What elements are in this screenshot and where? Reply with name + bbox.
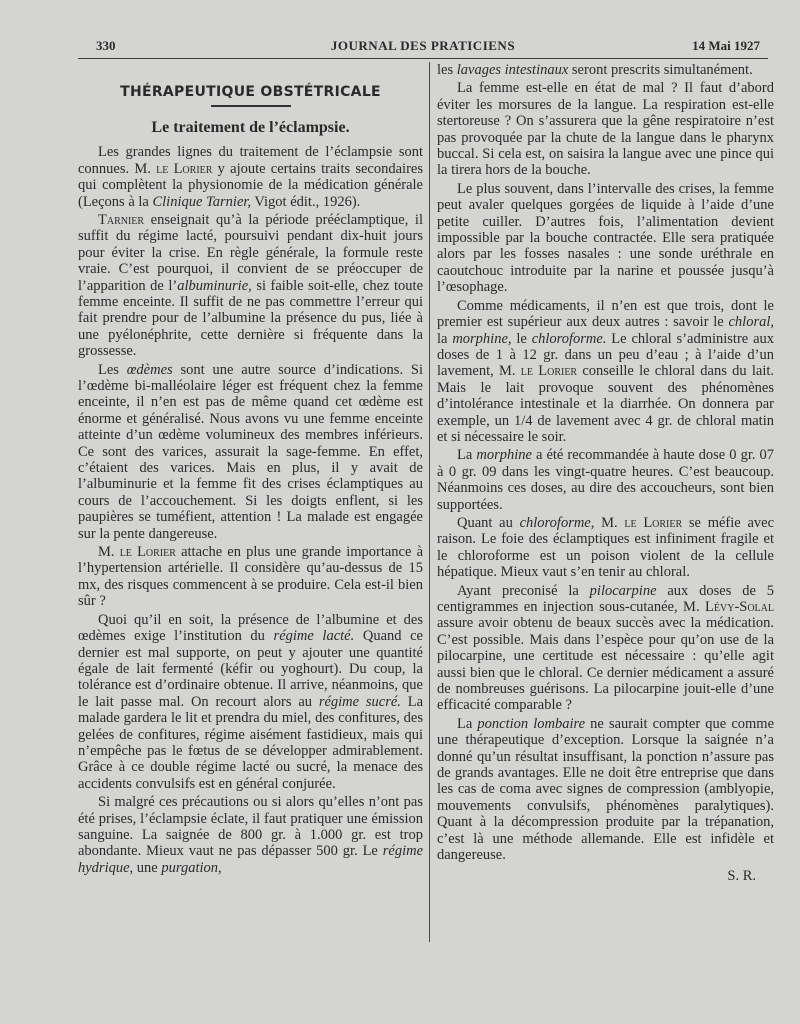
paragraph: les lavages intestinaux seront prescrits simultanément. bbox=[437, 62, 753, 78]
paragraph: Le plus souvent, dans l’intervalle des crises, la femme peut avaler quelques gorgées de liquide à l’aide d’une petite cuiller. D’autres fois, l’alimentation devient impossible par la bouche contractée. Elle sera pratiquée alors par les fosses nasales : une sonde uréthrale en caoutchouc introduite par la narine et poussée jusqu’à l’œsophage. bbox=[437, 180, 774, 296]
page-number: 330 bbox=[96, 38, 116, 53]
issue-date: 14 Mai 1927 bbox=[692, 38, 760, 53]
paragraph: Quoi qu’il en soit, la présence de l’albumine et des œdèmes exige l’institution du régime lacté. Quand ce dernier est mal supporte, on peut y ajouter une quantité égale de lait fermenté (kéfir ou yoghourt). Du coup, la tolérance est d’ordinaire obtenue. Il arrive, néanmoins, que le lait passe mal. On recourt alors au régime sucré. La malade gardera le lit et prendra du miel, des confitures, des gelées de confitures, régime aisément fastidieux, mais qui n’empêche pas le fœtus de se développer admirablement. Grâce à ce double régime lacté ou sucré, la menace des accidents convulsifs est en général conjurée. bbox=[78, 611, 424, 792]
right-column bbox=[437, 62, 774, 884]
left-column bbox=[78, 62, 423, 878]
paragraph: Les grandes lignes du traitement de l’éclampsie sont connues. M. le Lorier y ajoute certains traits secondaires qui complètent la physionomie de la médication générale (Leçons à la Clinique Tarnier, Vigot édit., 1926). bbox=[78, 144, 423, 210]
paragraph: Les œdèmes sont une autre source d’indications. Si l’œdème bi-malléolaire léger est fréquent chez la femme enceinte, il n’en est pas de même quand cet œdème est énorme et généralisé. Nous avons vu une femme enceinte atteinte d’un œdème volumineux des membres inférieurs. Ce sont des varices, assurait la sage-femme. En effet, c’étaient des varices. Mais en plus, il y avait de l’albuminurie et la femme fit des crises éclamptiques au cours de l’accouchement. Si les doigts enflent, si les paupières se tuméfient, attention ! La malade est engagée sur la pente dangereuse. bbox=[78, 361, 423, 542]
paragraph: M. le Lorier attache en plus une grande importance à l’hypertension artérielle. Il considère qu’au-dessus de 15 mx, des risques commencent à se produire. Cela est-il bien sûr ? bbox=[78, 544, 424, 610]
signature: S. R. bbox=[727, 867, 756, 884]
paragraph: Si malgré ces précautions ou si alors qu’elles n’ont pas été prises, l’éclampsie éclate, il faut pratiquer une émission sanguine. La saignée de 800 gr. à 1.000 gr. est trop abondante. Mieux vaut ne pas dépasser 500 gr. Le régime hydrique, une purgation, bbox=[78, 794, 423, 876]
paragraph: Ayant preconisé la pilocarpine aux doses de 5 centigrammes en injection sous-cutanée, M. Lévy-Solal assure avoir obtenu de beaux succès avec la médication. C’est possible. Mais dans l’espèce pour qu’on use de la pilocarpine, une certitude est nécessaire : qu’elle agit aussi bien que le chloral. Ce dernier médicament a assuré de nombreuses guérisons. La pilocarpine jouit-elle d’une efficacité comparable ? bbox=[437, 582, 774, 714]
paragraph: Quant au chloroforme, M. le Lorier se méfie avec raison. Le foie des éclamptiques est infiniment fragile et le chloroforme est un poison violent de la cellule hépatique. Mieux vaut s’en tenir au chloral. bbox=[437, 514, 775, 581]
journal-title: JOURNAL DES PRATICIENS bbox=[330, 38, 516, 53]
paragraph: Comme médicaments, il n’en est que trois, dont le premier est supérieur aux deux autres : savoir le chloral, la morphine, le chloroforme. Le chloral s’administre aux doses de 1 à 12 gr. dans un peu d’eau ; à l’aide d’un lavement, M. le Lorier conseille le chloral dans du lait. Mais le lait provoque souvent des phénomènes d’intolérance intestinale et la diarrhée. On donnera par exemple, un 1/4 de lavement avec 4 gr. de chloral matin et si nécessaire le soir. bbox=[437, 297, 775, 445]
column-divider bbox=[429, 62, 430, 942]
running-header bbox=[78, 34, 768, 59]
paragraph: La femme est-elle en état de mal ? Il faut d’abord éviter les morsures de la langue. La respiration est-elle stertoreuse ? On s’assurera que la gêne respiratoire n’est pas provoquée par la chute de la langue dans le pharynx buccal. Si cela est, on saisira la langue avec une pince qui la tirera hors de la bouche. bbox=[437, 80, 774, 179]
article-title: Le traitement de l’éclampsie. bbox=[151, 118, 350, 136]
paragraph: La morphine a été recommandée à haute dose 0 gr. 07 à 0 gr. 09 dans les vingt-quatre heures. C’est beaucoup. Néanmoins ces doses, au dire des accoucheurs, sont bien supportées. bbox=[437, 447, 775, 513]
title-rule bbox=[211, 105, 291, 107]
paragraph: La ponction lombaire ne saurait compter que comme une thérapeutique d’exception. Lorsque la saignée n’a donné qu’un résultat insuffisant, la ponction n’assure pas de grands avantages. Elle ne doit être entreprise que dans les cas de coma avec signes de compression (amblyopie, mouvements convulsifs, phénomènes paralytiques). Quant à la décompression produite par la trépanation, c’est là une méthode allemande. Elle est infidèle et dangereuse. bbox=[437, 715, 775, 864]
section-title: THÉRAPEUTIQUE OBSTÉTRICALE bbox=[120, 84, 381, 100]
paragraph: Tarnier enseignait qu’à la période prééclamptique, il suffit du régime lacté, poursuivi pendant dix-huit jours pour éviter la crise. En règle générale, la formule reste vraie. C’est pourquoi, il convient de se préoccuper de l’apparition de l’albuminurie, si faible soit-elle, chez toute femme enceinte. Il suffit de ne pas commettre l’erreur qui fait prendre pour de l’albumine la présence du pus, liée à une pyélonéphrite, cette dernière si fréquente dans la grossesse. bbox=[78, 211, 424, 360]
